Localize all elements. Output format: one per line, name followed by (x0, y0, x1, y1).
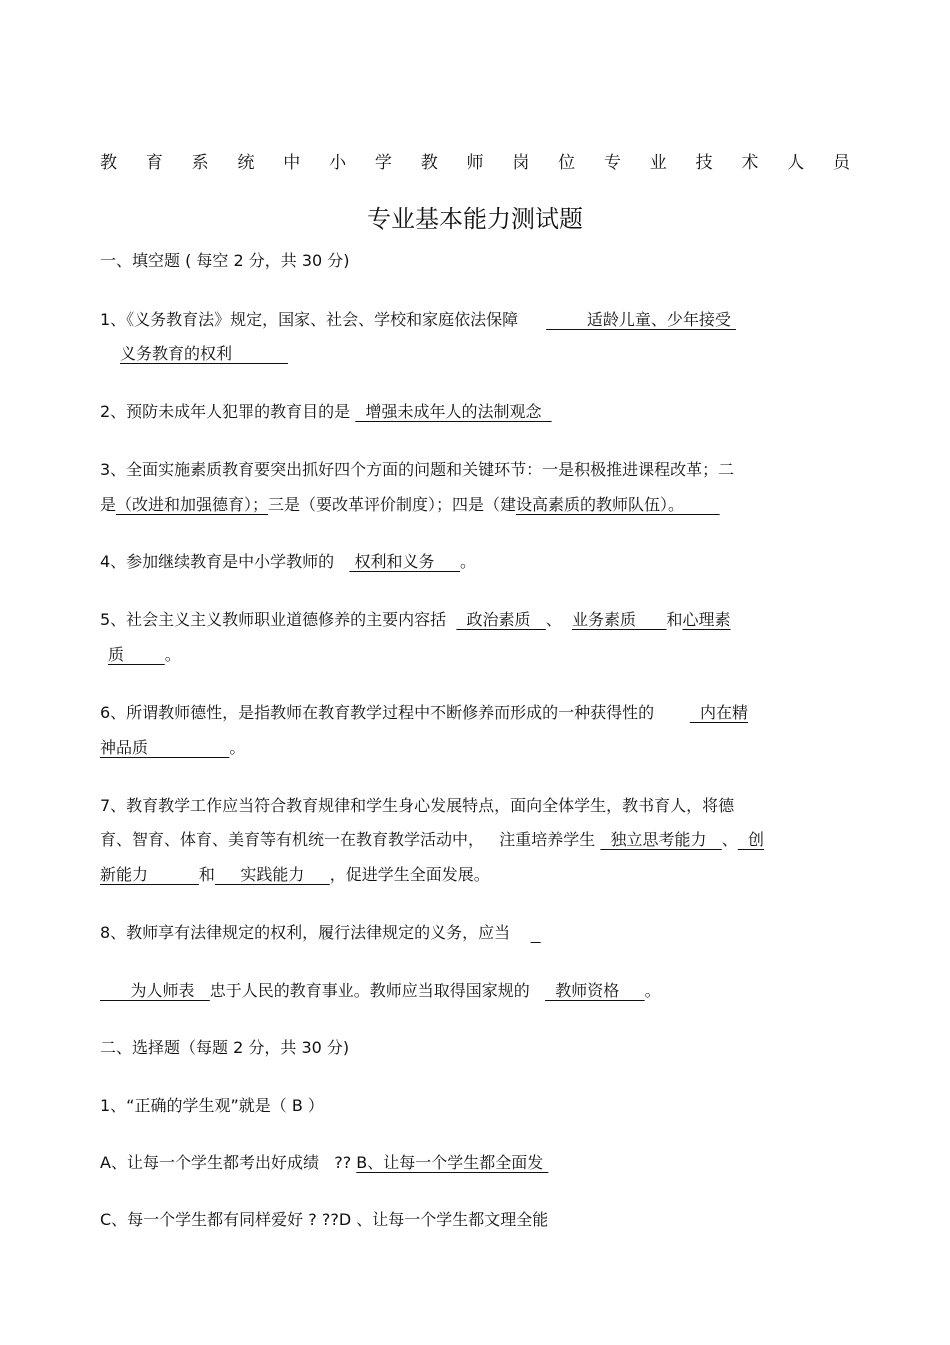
question-8-line-2 (100, 981, 661, 1001)
q2-answer: 增强未成年人的法制观念 (355, 402, 552, 421)
q6-text: 6、所谓教师德性，是指教师在教育教学过程中不断修养而形成的一种获得性的 (100, 703, 690, 722)
question-6-line-1 (100, 703, 748, 723)
section-heading-fill-in: 一、填空题 ( 每空 2 分，共 30 分) (100, 251, 350, 270)
q8-text: 8、教师享有法律规定的权利，履行法律规定的义务，应当 (100, 923, 531, 942)
document-subtitle: 专业基本能力测试题 (367, 205, 583, 233)
question-2 (100, 402, 552, 422)
question-3-line-1: 3、全面实施素质教育要突出抓好四个方面的问题和关键环节：一是积极推进课程改革；二 (100, 460, 735, 479)
q6-end: 。 (229, 738, 246, 757)
q3-answer-4: 设高素质的教师队伍）。 (516, 495, 720, 514)
q1-answer-cont: 义务教育的权利 (120, 344, 288, 363)
q8-text-2: 忠于人民的教育事业。教师应当取得国家规的 (209, 981, 546, 1000)
q8-answer-2: 教师资格 (545, 981, 645, 1000)
q6-answer: 内在精 (689, 703, 748, 722)
q5-answer-3: 心理素 (682, 610, 731, 629)
question-4 (100, 552, 476, 572)
question-7-line-1: 7、教育教学工作应当符合教育规律和学生身心发展特点，面向全体学生，教书育人，将德 (100, 796, 735, 815)
question-7-line-2 (100, 830, 764, 850)
q7-answer-2-cont: 新能力 (100, 865, 199, 884)
title-char: 师 (466, 153, 484, 173)
q7-answer-1: 独立思考能力 (600, 830, 722, 849)
q4-end: 。 (459, 552, 476, 571)
q5-answer-1: 政治素质 (456, 610, 546, 629)
q5-end: 。 (164, 645, 181, 664)
q8-end: 。 (644, 981, 661, 1000)
title-char: 小 (329, 153, 347, 173)
q7-sep: 、 (721, 830, 738, 849)
mc-question-1-options-ab (100, 1153, 548, 1173)
section-heading-multiple-choice: 二、选择题（每题 2 分，共 30 分) (100, 1038, 350, 1057)
q7-answer-2: 创 (737, 830, 764, 849)
q3-text: 是 (100, 495, 117, 514)
title-char: 员 (833, 153, 850, 173)
q3-answer-1: （改进和加强德育）； (116, 495, 269, 514)
title-char: 人 (787, 153, 805, 173)
question-7-line-3 (100, 865, 490, 885)
mc-option-a: A、让每一个学生都考出好成绩 ?? (100, 1153, 357, 1172)
title-char: 专 (603, 153, 621, 173)
title-char: 术 (741, 153, 759, 173)
q4-answer: 权利和义务 (349, 552, 460, 571)
title-char: 教 (100, 153, 117, 173)
q5-answer-3-cont: 质 (108, 645, 165, 664)
document-title (100, 148, 850, 173)
q8-answer-1: 为人师表 (100, 981, 210, 1000)
question-8-line-1 (100, 923, 541, 943)
title-char: 岗 (512, 153, 530, 173)
title-char: 育 (145, 153, 163, 173)
title-char: 统 (237, 153, 255, 173)
question-3-line-2 (100, 495, 720, 515)
question-5-line-1 (100, 610, 731, 630)
q4-text: 4、参加继续教育是中小学教师的 (100, 552, 350, 571)
q7-and: 和 (198, 865, 215, 884)
q5-text: 5、社会主义主义教师职业道德修养的主要内容括 (100, 610, 457, 629)
q7-text: 育、智育、体育、美育等有机统一在教育教学活动中， 注重培养学生 (100, 830, 601, 849)
q7-answer-3: 实践能力 (214, 865, 330, 884)
title-char: 教 (420, 153, 438, 173)
q7-end: ，促进学生全面发展。 (329, 865, 490, 884)
q1-answer: 适龄儿童、少年接受 (546, 310, 736, 329)
title-char: 系 (191, 153, 209, 173)
title-char: 技 (695, 153, 713, 173)
q5-sep: 、 (545, 610, 572, 629)
mc-option-b: B、让每一个学生都全面发 (356, 1153, 549, 1172)
q8-blank (531, 923, 541, 942)
title-char: 学 (374, 153, 392, 173)
mc-question-1-options-cd: C、每一个学生都有同样爱好 ? ??D 、让每一个学生都文理全能 (100, 1210, 549, 1229)
mc-question-1-stem: 1、“正确的学生观”就是（ B ） (100, 1096, 324, 1115)
title-char: 位 (558, 153, 576, 173)
question-5-line-2 (108, 645, 181, 665)
q6-answer-cont: 神品质 (100, 738, 230, 757)
q3-answer-2-3: 三是（要改革评价制度）；四是（建 (268, 495, 517, 514)
q5-answer-2: 业务素质 (571, 610, 667, 629)
question-1-line-1 (100, 310, 736, 330)
q1-text: 1、《义务教育法》规定，国家、社会、学校和家庭依法保障 (100, 310, 519, 329)
q5-and: 和 (666, 610, 683, 629)
q2-text: 2、预防未成年人犯罪的教育目的是 (100, 402, 356, 421)
question-1-line-2 (120, 344, 288, 364)
title-char: 业 (649, 153, 667, 173)
title-char: 中 (283, 153, 301, 173)
question-6-line-2 (100, 738, 245, 758)
